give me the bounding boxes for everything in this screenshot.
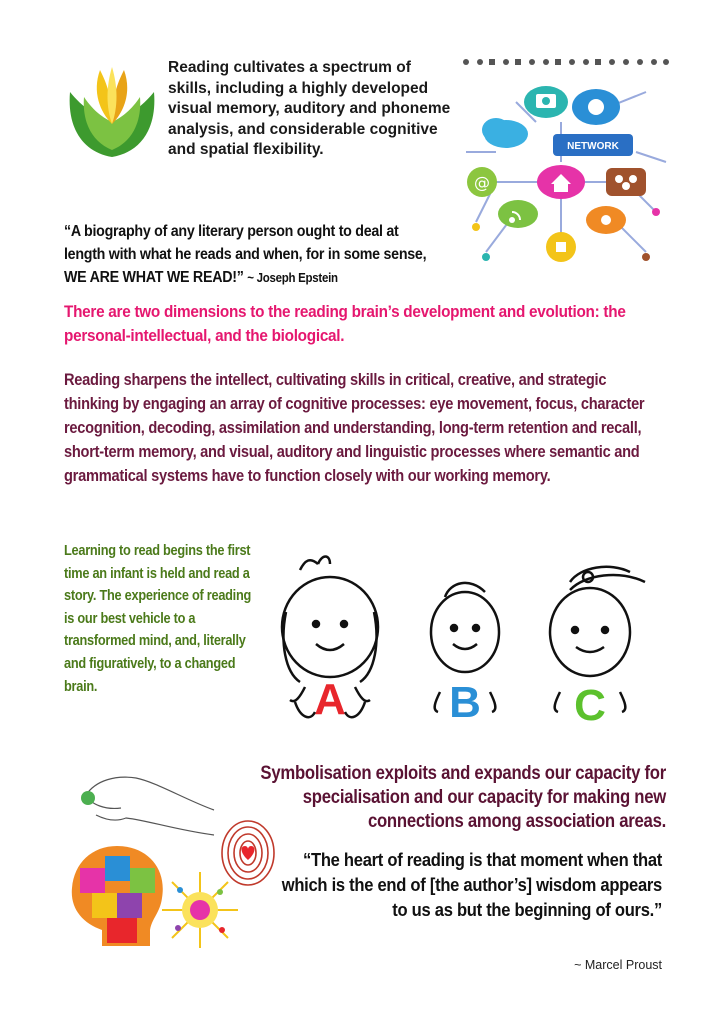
abc-kids-illustration (270, 552, 670, 732)
green-ball-icon (81, 791, 95, 805)
letter-b: B (449, 678, 481, 727)
symbolisation-paragraph: Symbolisation exploits and expands our capacity for specialisation and our capacity for making new connections among association areas. (260, 763, 666, 832)
network-label: NETWORK (567, 141, 619, 152)
film-cloud-icon (572, 89, 620, 125)
cloud-icon-left (482, 118, 528, 148)
intro-paragraph: Reading cultivates a spectrum of skills, including a highly developed visual memory, auditory and phoneme analysis, and considerable cognitive and spatial flexibility. (168, 59, 451, 158)
camera-cloud-icon (524, 86, 568, 118)
home-icon (537, 165, 585, 199)
svg-text:@: @ (474, 173, 490, 192)
epstein-quote-text: “A biography of any literary person ought to deal at length with what he reads and when, for in some sense, WE ARE WHAT WE READ!” (64, 223, 427, 286)
bird-icon (586, 206, 626, 234)
proust-author: ~ Marcel Proust (574, 958, 662, 972)
dimensions-paragraph: There are two dimensions to the reading brain’s development and evolution: the personal-intellectual, and the biological. (64, 302, 626, 345)
proust-quote: “The heart of reading is that moment when that which is the end of [the author’s] wisdom appears to us as but the beginning of ours.” (281, 850, 662, 920)
epstein-author: ~ Joseph Epstein (247, 271, 338, 285)
at-icon (467, 167, 497, 197)
hand-sketch (66, 760, 216, 840)
learning-paragraph: Learning to read begins the first time an infant is held and read a story. The experience of reading is our best vehicle to a transformed mind, and, literally and figuratively, to a changed brain. (64, 543, 252, 695)
users-icon (606, 168, 646, 196)
letter-c: C (574, 681, 606, 730)
thumbs-up-icon (546, 232, 576, 262)
sharpens-paragraph: Reading sharpens the intellect, cultivating skills in critical, creative, and strategic thinking by engaging an array of cognitive processes: eye movement, focus, character recognition, decoding, assimilation and understanding, long-term retention and recall, short-term memory, and visual, auditory and linguistic processes where semantic and grammatical systems have to function closely with our working memory. (64, 370, 645, 485)
leaf-hands-logo (62, 62, 162, 162)
rss-icon (498, 200, 538, 228)
network-graphic (456, 52, 676, 272)
letter-a: A (314, 675, 346, 724)
puzzle-head-icon (62, 838, 172, 948)
toolbar-icons-row (463, 59, 669, 65)
epstein-quote (64, 220, 432, 290)
